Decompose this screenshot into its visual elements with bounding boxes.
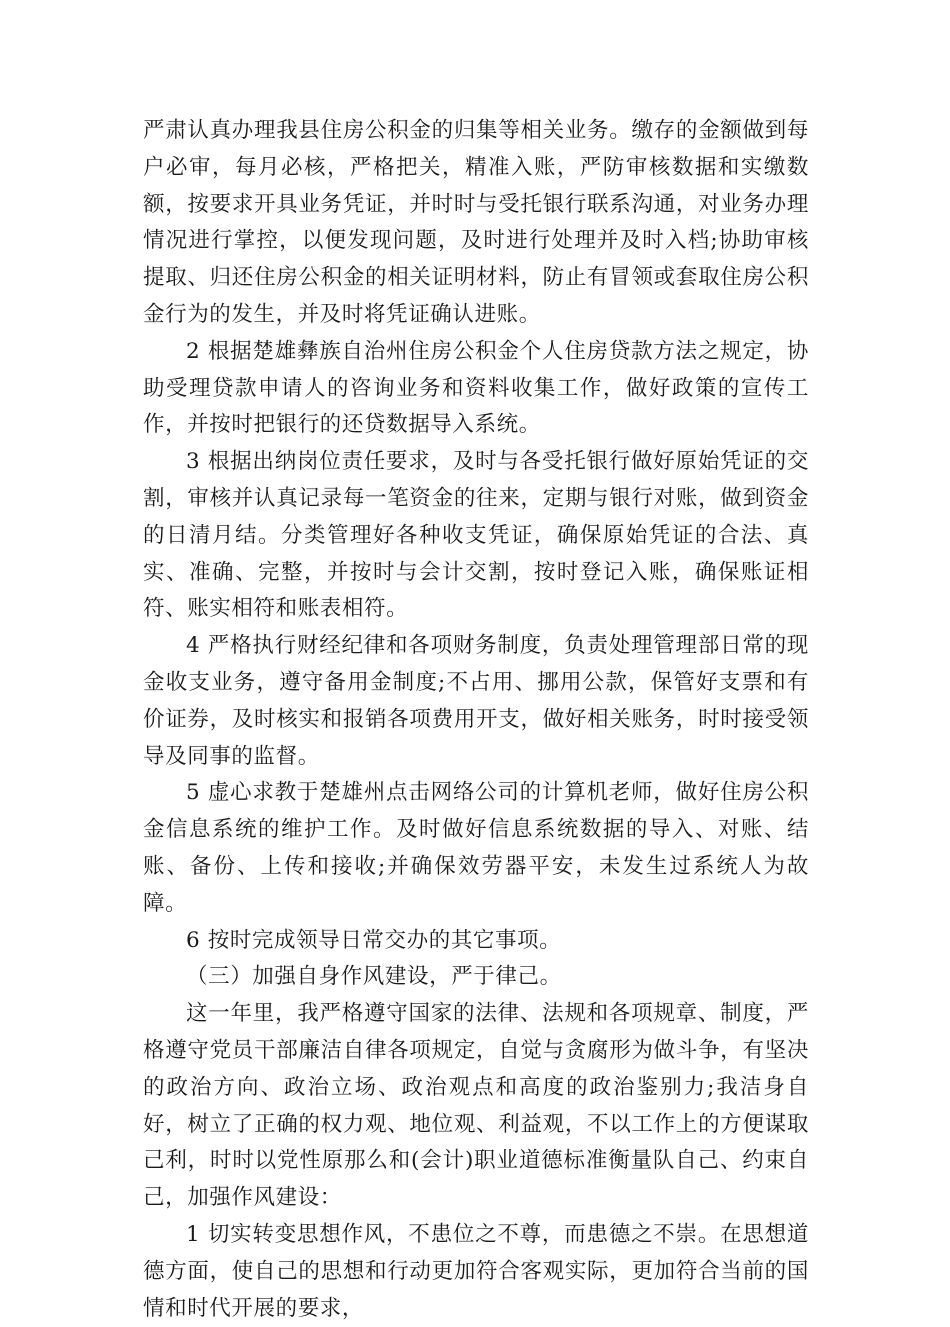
paragraph-item-6-other-tasks: 6 按时完成领导日常交办的其它事项。: [186, 927, 562, 953]
paragraph-item-5-system-maintenance: 5 虚心求教于楚雄州点击网络公司的计算机老师，做好住房公积金信息系统的维护工作。及时做好信息系统数据的导入、对账、结账、备份、上传和接收;并确保效劳器平安，未发生过系统人为故障。: [143, 780, 809, 916]
paragraph-item-3-cashier-duties: 3 根据出纳岗位责任要求，及时与各受托银行做好原始凭证的交割，审核并认真记录每一笔资金的往来，定期与银行对账，做到资金的日清月结。分类管理好各种收支凭证，确保原始凭证的合法、真实、准确、完整，并按时与会计交割，按时登记入账，确保账证相符、账实相符和账表相符。: [143, 449, 809, 622]
document-page: [143, 113, 809, 1327]
paragraph-section-3-intro: 这一年里，我严格遵守国家的法律、法规和各项规章、制度，严格遵守党员干部廉洁自律各项规定，自觉与贪腐形为做斗争，有坚决的政治方向、政治立场、政治观点和高度的政治鉴别力;我洁身自好，树立了正确的权力观、地位观、利益观，不以工作上的方便谋取己利，时时以党性原那么和(会计)职业道德标准衡量队自己、约束自己，加强作风建设：: [143, 1001, 809, 1211]
section-heading-3: （三）加强自身作风建设，严于律己。: [186, 964, 562, 990]
paragraph-continued-duties: 严肃认真办理我县住房公积金的归集等相关业务。缴存的金额做到每户必审，每月必核，严格把关，精准入账，严防审核数据和实缴数额，按要求开具业务凭证，并时时与受托银行联系沟通，对业务办理情况进行掌控，以便发现问题，及时进行处理并及时入档;协助审核提取、归还住房公积金的相关证明材料，防止有冒领或套取住房公积金行为的发生，并及时将凭证确认进账。: [143, 118, 809, 327]
paragraph-item-4-financial-discipline: 4 严格执行财经纪律和各项财务制度，负责处理管理部日常的现金收支业务，遵守备用金制度;不占用、挪用公款，保管好支票和有价证券，及时核实和报销各项费用开支，做好相关账务，时时接受领导及同事的监督。: [143, 633, 809, 769]
paragraph-section-3-item-1: 1 切实转变思想作风，不患位之不尊，而患德之不崇。在思想道德方面，使自己的思想和行动更加符合客观实际，更加符合当前的国情和时代开展的要求，: [143, 1221, 809, 1321]
paragraph-item-2-loan-assistance: 2 根据楚雄彝族自治州住房公积金个人住房贷款方法之规定，协助受理贷款申请人的咨询业务和资料收集工作，做好政策的宣传工作，并按时把银行的还贷数据导入系统。: [143, 338, 809, 438]
